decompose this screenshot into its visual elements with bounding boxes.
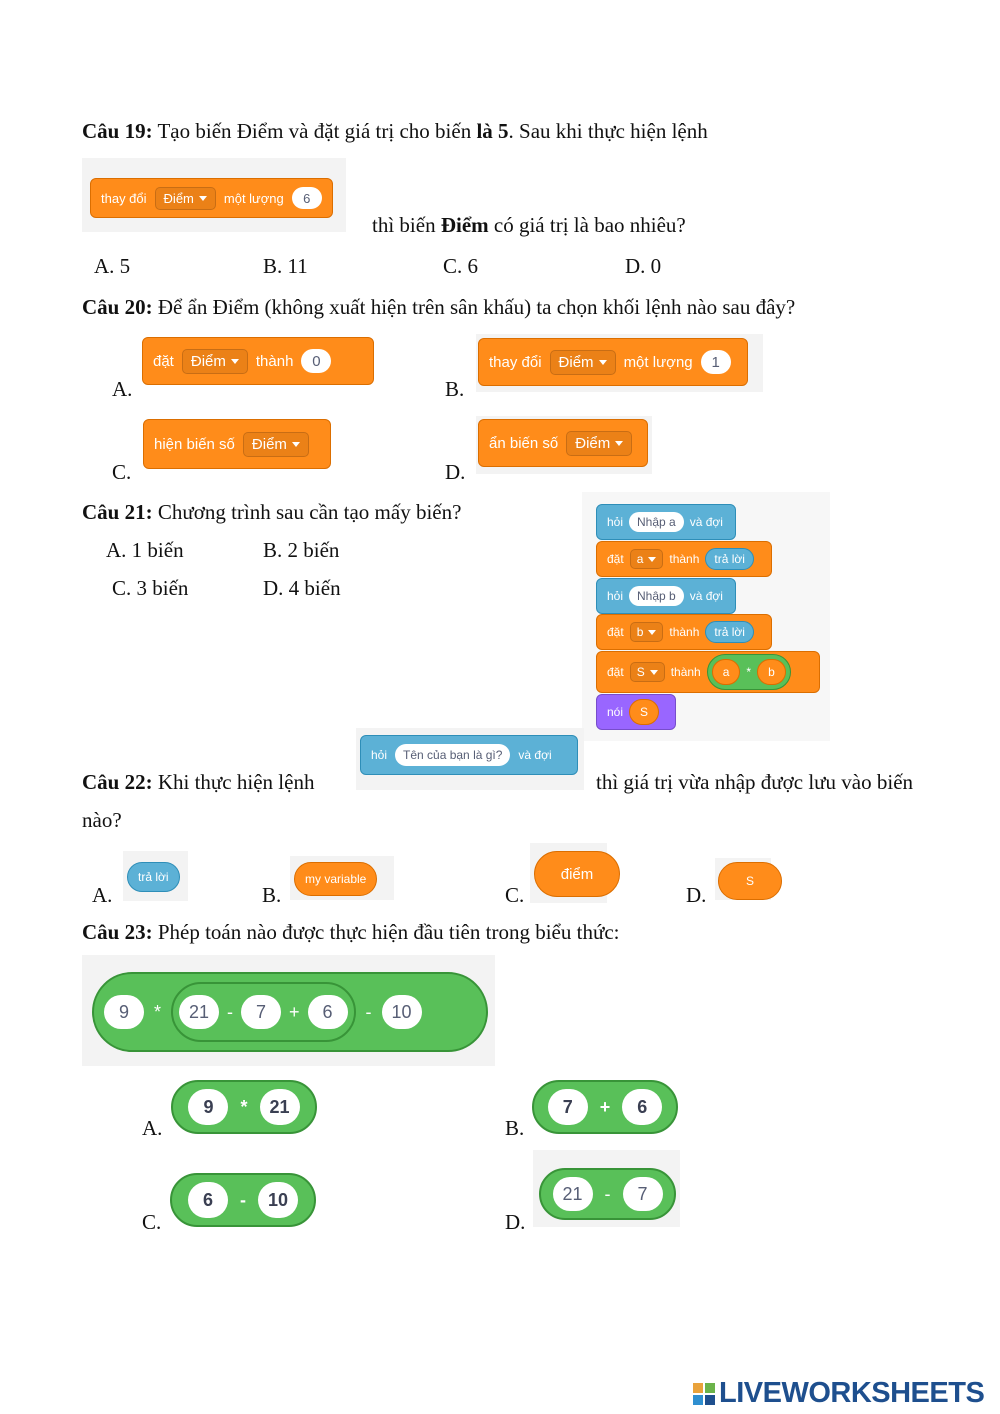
s-reporter: S: [718, 862, 782, 900]
q22-text-c: nào?: [82, 808, 122, 832]
q23-label-a: A.: [142, 1116, 163, 1140]
logo-mark-icon: [693, 1383, 715, 1405]
number-oval: 7: [623, 1177, 663, 1211]
answer-reporter: trả lời: [705, 621, 754, 643]
multiply-operator: a * b: [707, 654, 791, 690]
operator-label: -: [365, 1001, 372, 1022]
q20-block-hide-var: [478, 419, 648, 467]
q20-label-a: A.: [112, 377, 133, 401]
q19-option-d: D. 0: [625, 254, 662, 278]
var-reporter: b: [757, 659, 786, 685]
number-oval: 10: [258, 1182, 298, 1218]
my-variable-reporter: my variable: [294, 862, 377, 896]
q19-text-a: Tạo biến Điểm và đặt giá trị cho biến: [152, 119, 477, 143]
chevron-down-icon: [648, 630, 656, 635]
variable-dropdown: Điểm: [550, 350, 616, 375]
q21-question: [82, 499, 461, 525]
variable-dropdown: S: [630, 662, 665, 682]
q23-option-d: 21 - 7: [539, 1168, 676, 1220]
q23-label-b: B.: [505, 1116, 525, 1140]
q21-set-b-block: đặt b thành trả lời: [596, 614, 772, 650]
q22-label-c: C.: [505, 883, 525, 907]
q19-option-c: C. 6: [443, 254, 479, 278]
value-oval: Nhập a: [629, 512, 684, 532]
q20-text: Để ẩn Điểm (không xuất hiện trên sân khấu) ta chọn khối lệnh nào sau đây?: [152, 295, 796, 319]
q20-label-b: B.: [445, 377, 465, 401]
q19-question: [82, 118, 708, 144]
number-oval: 21: [179, 995, 219, 1029]
q23-option-b: 7 + 6: [532, 1080, 678, 1134]
chevron-down-icon: [199, 196, 207, 201]
variable-dropdown: Điểm: [155, 187, 216, 210]
q23-expression: [92, 972, 488, 1052]
q20-label-d: D.: [445, 460, 466, 484]
q21-text: Chương trình sau cần tạo mấy biến?: [152, 500, 462, 524]
q23-option-c: 6 - 10: [170, 1173, 316, 1227]
q23-text: Phép toán nào được thực hiện đầu tiên trong biểu thức:: [152, 920, 620, 944]
q21-set-s-block: đặt S thành a * b: [596, 651, 820, 693]
operator-label: -: [227, 1001, 234, 1022]
value-oval: 6: [292, 187, 322, 209]
number-oval: 6: [622, 1089, 662, 1125]
block-label: thay đổi: [101, 190, 147, 206]
q21-option-a: A. 1 biến: [106, 538, 184, 562]
number-oval: 7: [548, 1089, 588, 1125]
q19-number: Câu 19:: [82, 119, 153, 143]
q19-bold-a: là 5: [476, 119, 509, 143]
variable-dropdown: Điểm: [182, 349, 248, 374]
number-oval: 9: [104, 995, 144, 1029]
q22-number: Câu 22:: [82, 770, 153, 794]
q21-option-c: C. 3 biến: [112, 576, 189, 600]
chevron-down-icon: [292, 442, 300, 447]
q19-option-b: B. 11: [263, 254, 308, 278]
q20-number: Câu 20:: [82, 295, 153, 319]
q20-block-change: [478, 338, 748, 386]
chevron-down-icon: [650, 670, 658, 675]
q22-question: [82, 769, 314, 795]
value-oval: Tên của bạn là gì?: [395, 744, 510, 766]
q22-label-b: B.: [262, 883, 282, 907]
q19-option-a: A. 5: [94, 254, 131, 278]
q21-option-b: B. 2 biến: [263, 538, 340, 562]
block-label: thay đổi: [489, 353, 542, 371]
block-label: hiện biến số: [154, 435, 235, 453]
q23-question: [82, 919, 620, 945]
q20-block-show-var: [143, 419, 331, 469]
q22-ask-block: hỏi Tên của bạn là gì? và đợi: [360, 735, 578, 775]
value-oval: Nhập b: [629, 586, 684, 606]
q19-text-b: . Sau khi thực hiện lệnh: [508, 119, 708, 143]
q19-change-block: [90, 178, 333, 218]
q20-block-set: [142, 337, 374, 385]
chevron-down-icon: [648, 557, 656, 562]
variable-dropdown: b: [630, 622, 664, 642]
number-oval: 21: [260, 1089, 300, 1125]
q22-label-a: A.: [92, 883, 113, 907]
value-oval: 1: [701, 350, 731, 374]
q23-number: Câu 23:: [82, 920, 153, 944]
answer-reporter-option: trả lời: [127, 862, 180, 892]
q20-question: [82, 294, 795, 320]
answer-reporter: trả lời: [705, 548, 754, 570]
number-oval: 21: [553, 1177, 593, 1211]
block-label: một lượng: [223, 190, 284, 206]
number-oval: 7: [241, 995, 281, 1029]
var-reporter: S: [629, 699, 659, 725]
number-oval: 10: [382, 995, 422, 1029]
block-label: đặt: [153, 352, 174, 370]
diem-reporter: điểm: [534, 851, 620, 897]
chevron-down-icon: [615, 441, 623, 446]
chevron-down-icon: [231, 359, 239, 364]
liveworksheets-logo: [693, 1377, 984, 1410]
operator-label: *: [154, 1001, 162, 1022]
var-reporter: a: [712, 659, 741, 685]
q21-set-a-block: đặt a thành trả lời: [596, 541, 772, 577]
q21-ask-a-block: hỏi Nhập a và đợi: [596, 504, 736, 540]
q21-say-block: nói S: [596, 694, 676, 730]
logo-text: LIVEWORKSHEETS: [719, 1377, 985, 1409]
variable-dropdown: Điểm: [243, 432, 309, 457]
q22-label-d: D.: [686, 883, 707, 907]
q20-label-c: C.: [112, 460, 132, 484]
number-oval: 6: [188, 1182, 228, 1218]
operator-label: +: [289, 1001, 300, 1022]
chevron-down-icon: [599, 360, 607, 365]
q22-text-a: Khi thực hiện lệnh: [152, 770, 315, 794]
q19-question-cont: thì biến Điểm có giá trị là bao nhiêu?: [372, 213, 686, 237]
q21-ask-b-block: hỏi Nhập b và đợi: [596, 578, 736, 614]
block-label: một lượng: [623, 353, 693, 371]
variable-dropdown: Điểm: [566, 431, 632, 456]
number-oval: 6: [308, 995, 348, 1029]
number-oval: 9: [188, 1089, 228, 1125]
value-oval: 0: [301, 349, 331, 373]
q23-label-d: D.: [505, 1210, 526, 1234]
block-label: thành: [255, 352, 294, 370]
variable-dropdown: a: [630, 549, 664, 569]
q22-text-b: thì giá trị vừa nhập được lưu vào biến: [596, 770, 914, 794]
q21-option-d: D. 4 biến: [263, 576, 341, 600]
q23-option-a: 9 * 21: [171, 1080, 317, 1134]
q21-number: Câu 21:: [82, 500, 153, 524]
inner-expression: [171, 982, 356, 1042]
q23-label-c: C.: [142, 1210, 162, 1234]
block-label: ẩn biến số: [489, 434, 559, 452]
